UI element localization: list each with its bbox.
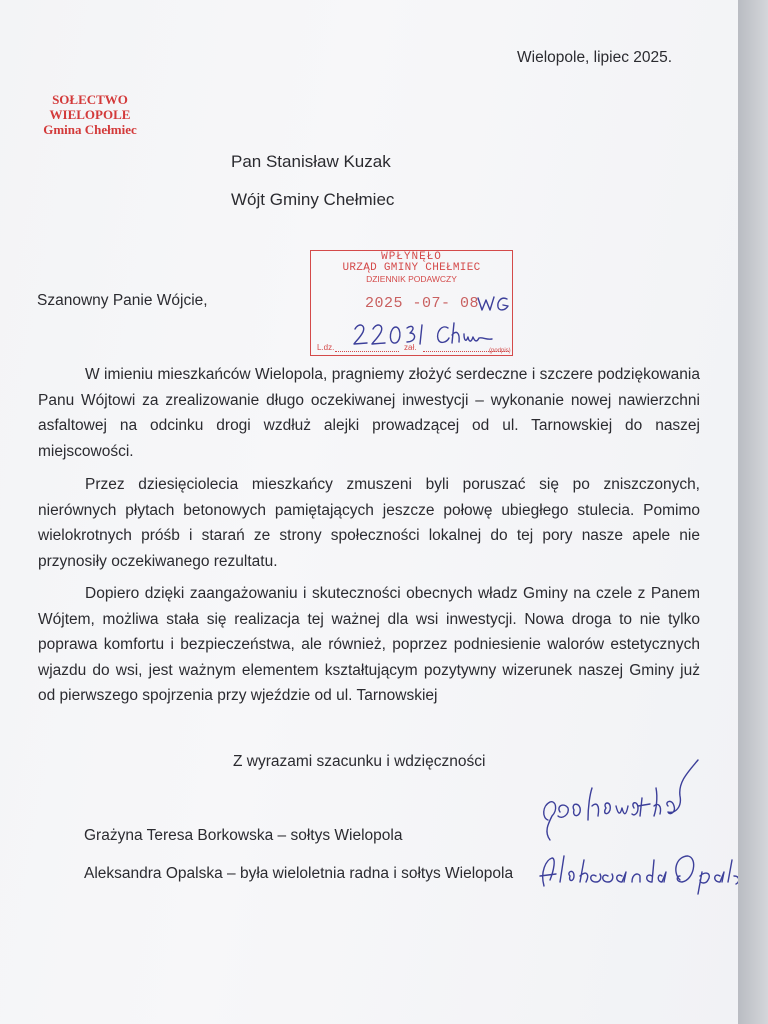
recipient-title: Wójt Gminy Chełmiec [231,190,395,209]
stamp-office: URZĄD GMINY CHEŁMIEC [342,262,481,274]
stamp-zal-label: zał. [404,343,417,352]
signature-borkowska [538,758,708,848]
stamp-podpis-label: (podpis) [489,348,511,354]
body-paragraph-1: W imieniu mieszkańców Wielopola, pragniemy złożyć serdeczne i szczere podziękowania Panu Wójtowi za zrealizowanie długo oczekiwanej inwestycji – wykonanie nowej nawierzchni asfaltowej na odcinku drogi wzdłuż alejki prowadzącej od ul. Tarnowskiej do naszej miejscowości. [38,366,700,460]
signature-opalska [530,846,742,898]
stamp-handwritten-number [352,320,498,352]
signatory-1: Grażyna Teresa Borkowska – sołtys Wielopola [84,827,403,844]
salutation: Szanowny Panie Wójcie, [37,292,208,309]
recipient-name: Pan Stanisław Kuzak [231,152,391,171]
stamp-date: 2025 -07- 08 [365,295,480,312]
solectwo-header-stamp [34,92,146,137]
stamp-handwritten-initials [476,292,512,316]
solectwo-line2: WIELOPOLE [49,107,131,122]
body-paragraph-3: Dopiero dzięki zaangażowaniu i skuteczności obecnych władz Gminy na czele z Panem Wójtem, możliwa stała się realizacja tej ważnej dla wsi inwestycji. Nowa droga to nie tylko poprawa komfortu i bezpieczeństwa, ale również, poprzez podniesienie walorów estetycznych wjazdu do wsi, jest ważnym elementem kształtującym pozytywny wizerunek naszej Gminy już od pierwszego spojrzenia przy wjeździe od ul. Tarnowskiej [38,585,700,705]
solectwo-line1: SOŁECTWO [52,92,128,107]
stamp-ldz-label: L.dz. [317,343,335,352]
signatory-2: Aleksandra Opalska – była wieloletnia radna i sołtys Wielopola [84,865,514,882]
desk-background [738,0,768,1024]
stamp-received: WPŁYNĘŁO [381,251,442,263]
place-date: Wielopole, lipiec 2025. [517,49,673,66]
stamp-register: DZIENNIK PODAWCZY [366,274,457,284]
closing-phrase: Z wyrazami szacunku i wdzięczności [233,753,486,770]
solectwo-line3: Gmina Chełmiec [43,122,137,137]
body-paragraph-2: Przez dziesięciolecia mieszkańcy zmuszeni byli poruszać się po zniszczonych, nierównych płytach betonowych pamiętających jeszcze połowę ubiegłego stulecia. Pomimo wielokrotnych próśb i starań ze strony społeczności lokalnej do tej pory nasze apele nie przynosiły oczekiwanego rezultatu. [38,476,700,570]
